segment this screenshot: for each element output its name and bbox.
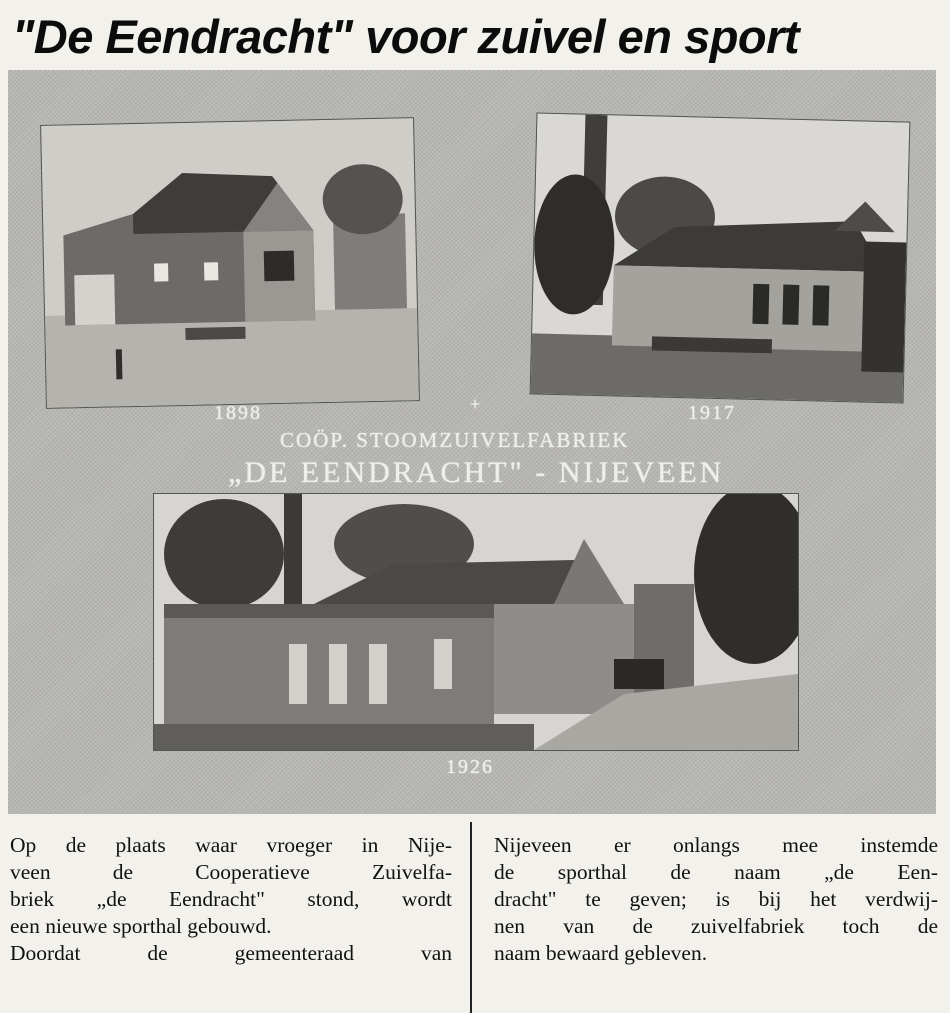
year-1917-label: 1917	[688, 402, 736, 424]
plate-caption-line1: COÖP. STOOMZUIVELFABRIEK	[280, 428, 630, 452]
article-line: Doordat de gemeenteraad van	[10, 941, 452, 965]
article-line: dracht" te geven; is bij het verdwij-	[494, 887, 938, 911]
headline: "De Eendracht" voor zuivel en sport	[12, 10, 800, 63]
article-line: nen van de zuivelfabriek toch de	[494, 914, 938, 938]
plate-caption-line2: „DE EENDRACHT" - NIJEVEEN	[228, 456, 725, 489]
column-divider	[470, 822, 472, 1013]
article-line: Op de plaats waar vroeger in Nije-	[10, 833, 452, 857]
cross-ornament: +	[470, 394, 483, 414]
article-column-2	[494, 832, 938, 967]
article-line: veen de Cooperatieve Zuivelfa-	[10, 860, 452, 884]
article-line: Nijeveen er onlangs mee instemde	[494, 833, 938, 857]
photo-1898-dairy-factory	[41, 118, 419, 408]
article-line: de sporthal de naam „de Een-	[494, 860, 938, 884]
year-1926-label: 1926	[446, 756, 494, 778]
photo-plate	[8, 70, 936, 814]
photo-1917-dairy-factory	[531, 113, 910, 402]
article-line: briek „de Eendracht" stond, wordt	[10, 887, 452, 911]
article-column-1	[10, 832, 452, 967]
photo-1926-dairy-factory	[154, 494, 798, 750]
article-line: een nieuwe sporthal gebouwd.	[10, 914, 272, 938]
year-1898-label: 1898	[214, 402, 262, 424]
article-line: naam bewaard gebleven.	[494, 941, 708, 965]
